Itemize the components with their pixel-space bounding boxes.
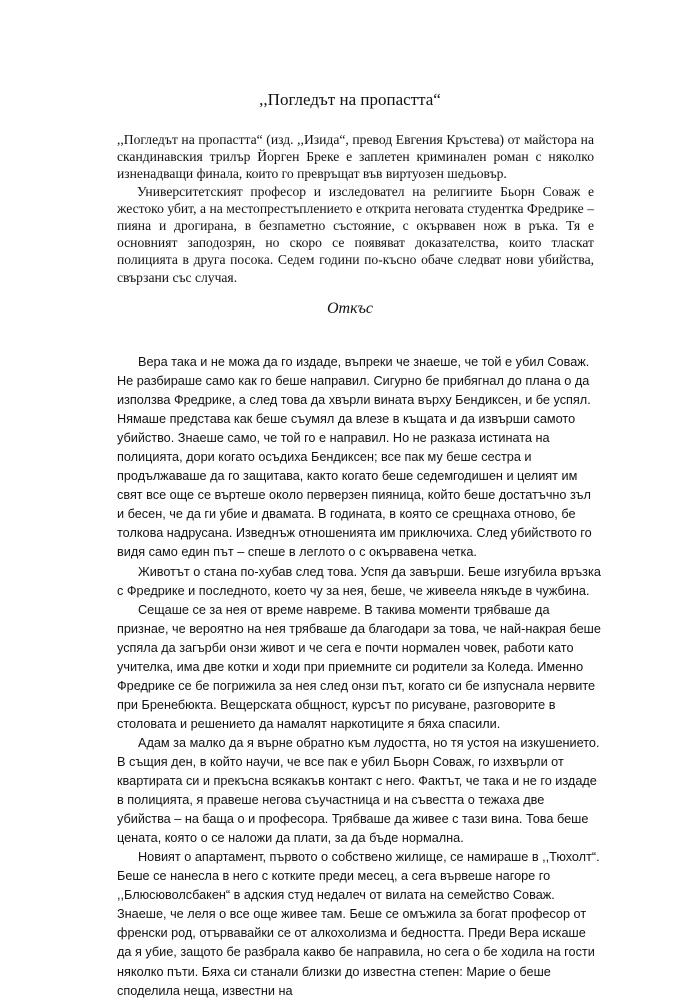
excerpt-paragraph: Вера така и не можа да го издаде, въпреки че знаеше, че той е убил Соваж. Не разбираше само как го беше направил. Сигурно бе прибягнал до плана о да използва Фредрике, а след това да хвърли вината върху Бендиксен, и бе успял. Нямаше представа как беше съумял да влезе в къщата и да извърши самото убийство. Знаеше само, че той го е направил. Но не разказа истината на полицията, дори когато осъдиха Бендиксен; все пак му беше сестра и продължаваше да го защитава, както когато беше седемгодишен и целият им свят все още се въртеше около перверзен пияница, който беше достатъчно зъл и бесен, че да ги убие и двамата. В годината, в която се срещнаха отново, бе толкова надрусана. Изведнъж отношенията им приключиха. След убийството го видя само един път – спеше в леглото о с окървавена четка. [117,355,592,560]
intro-paragraph: ,,Погледът на пропастта“ (изд. ,,Изида“, превод Евгения Кръстева) от майстора на скандинавския трилър Йорген Бреке е заплетен криминален роман с няколко изненадващи финала, които го превръщат във виртуозен шедьовър. [117,132,594,182]
excerpt-paragraph: Животът о стана по-хубав след това. Успя да завърши. Беше изгубила връзка с Фредрике и последното, което чу за нея, беше, че живеела някъде в чужбина. [117,564,601,598]
excerpt-heading: Откъс [327,300,373,317]
intro-section [117,131,594,286]
excerpt-paragraph: Сещаше се за нея от време навреме. В такива моменти трябваше да признае, че вероятно на нея трябваше да благодари за това, че най-накрая беше успяла да загърби онзи живот и че сега е почти нормален човек, работи като учителка, има две котки и ходи при приемните си родители за Коледа. Именно Фредрике се бе погрижила за нея след онзи път, когато си бе изпуснала нервите при Бренебюкта. Вещерската общност, курсът по рисуване, разговорите в столовата и решението да намалят наркотиците я бяха спасили. [117,602,601,731]
intro-paragraph: Университетският професор и изследовател на религиите Бьорн Соваж е жестоко убит, а на местопрестъплението е открита неговата студентка Фредрике – пияна и дрогирана, в безпаметно състояние, с окървавен нож в ръка. Тя е основният заподозрян, но скоро се появяват доказателства, които тласкат полицията в друга посока. Седем години по-късно обаче следват нови убийства, свързани със случая. [117,183,594,285]
excerpt-section [117,353,601,1001]
excerpt-paragraph: Новият о апартамент, първото о собствено жилище, се намираше в ,,Тюхолт“. Беше се нанесла в него с котките преди месец, а сега вървеше нагоре го ,,Блюсюволсбакен“ в адския студ недалеч от вилата на семейство Соваж. Знаеше, че леля о все още живее там. Беше се омъжила за богат професор от френски род, отървавайки се от алкохолизма и бедността. Преди Вера искаше да я убие, защото бе разбрала какво бе направила, но сега о бе ходила на гости няколко пъти. Бяха си станали близки до известна степен: Марие о беше споделила неща, известни на [117,850,600,998]
excerpt-paragraph: Адам за малко да я върне обратно към лудостта, но тя устоя на изкушението. В същия ден, в който научи, че все пак е убил Бьорн Соваж, го изхвърли от квартирата си и прекъсна всякакъв контакт с него. Фактът, че така и не го издаде в полицията, я правеше негова съучастница и на съвестта о тежаха две убийства – на баща о и професора. Трябваше да живее с тази вина. Това беше цената, която о се наложи да плати, за да бъде нормална. [117,735,600,846]
document-title: ,,Погледът на пропастта“ [259,90,441,109]
